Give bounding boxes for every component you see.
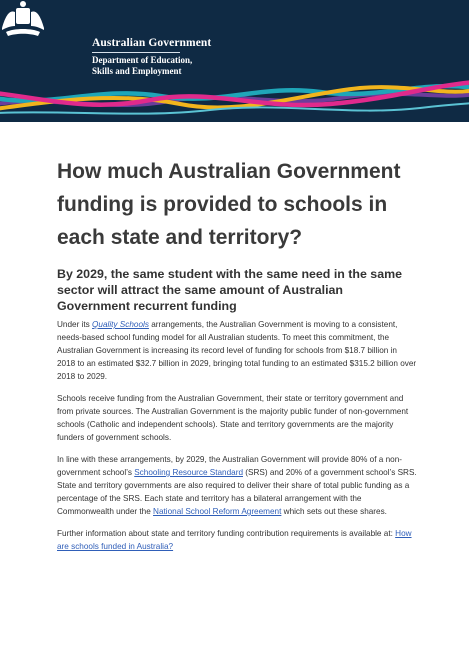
schooling-resource-standard-link[interactable]: Schooling Resource Standard xyxy=(134,468,243,477)
quality-schools-link[interactable]: Quality Schools xyxy=(92,320,149,329)
page-title: How much Australian Government funding is provided to schools in each state and territory? xyxy=(57,160,401,249)
paragraph-quality-schools: Under its Quality Schools arrangements, the Australian Government is moving to a consistent, needs-based school funding model for all Australian students. To meet this commitment, the Australian Government is increasing its record level of funding for schools from $18.7 billion in 2018 to an estimated $32.7 billion in 2029, bringing total funding to an estimated $315.2 billion over 2018 to 2029. xyxy=(57,320,417,381)
paragraph-srs: In line with these arrangements, by 2029, the Australian Government will provide 80% of a non-government school’s Schooling Resource Standard (SRS) and 20% of a government school’s SRS. State and territory governments are also required to deliver their share of total public funding as a percentage of the SRS. Each state and territory has a bilateral arrangement with the Commonwealth under the National School Reform Agreement which sets out these shares. xyxy=(57,455,417,516)
header-banner xyxy=(0,0,469,122)
how-are-schools-funded-link[interactable]: How are schools funded in Australia? xyxy=(57,529,412,551)
body-text xyxy=(57,318,417,562)
page-subtitle: By 2029, the same student with the same need in the same sector will attract the same amount of Australian Government recurrent funding xyxy=(57,267,402,314)
government-name: Australian Government xyxy=(92,37,212,49)
department-name xyxy=(92,55,192,77)
paragraph-funding-sources: Schools receive funding from the Australian Government, their state or territory government and from private sources. The Australian Government is the majority public funder of non-government schools (Catholic and independent schools). State and territory governments are the majority funders of government schools. xyxy=(57,394,409,442)
paragraph-further-info: Further information about state and territory funding contribution requirements is available at: How are schools funded in Australia? xyxy=(57,529,412,551)
header-divider xyxy=(92,52,180,53)
national-school-reform-agreement-link[interactable]: National School Reform Agreement xyxy=(153,507,282,516)
department-line-1: Department of Education, xyxy=(92,55,193,65)
department-line-2: Skills and Employment xyxy=(92,66,182,76)
coat-of-arms-icon xyxy=(0,0,46,40)
decorative-waves xyxy=(0,0,469,122)
